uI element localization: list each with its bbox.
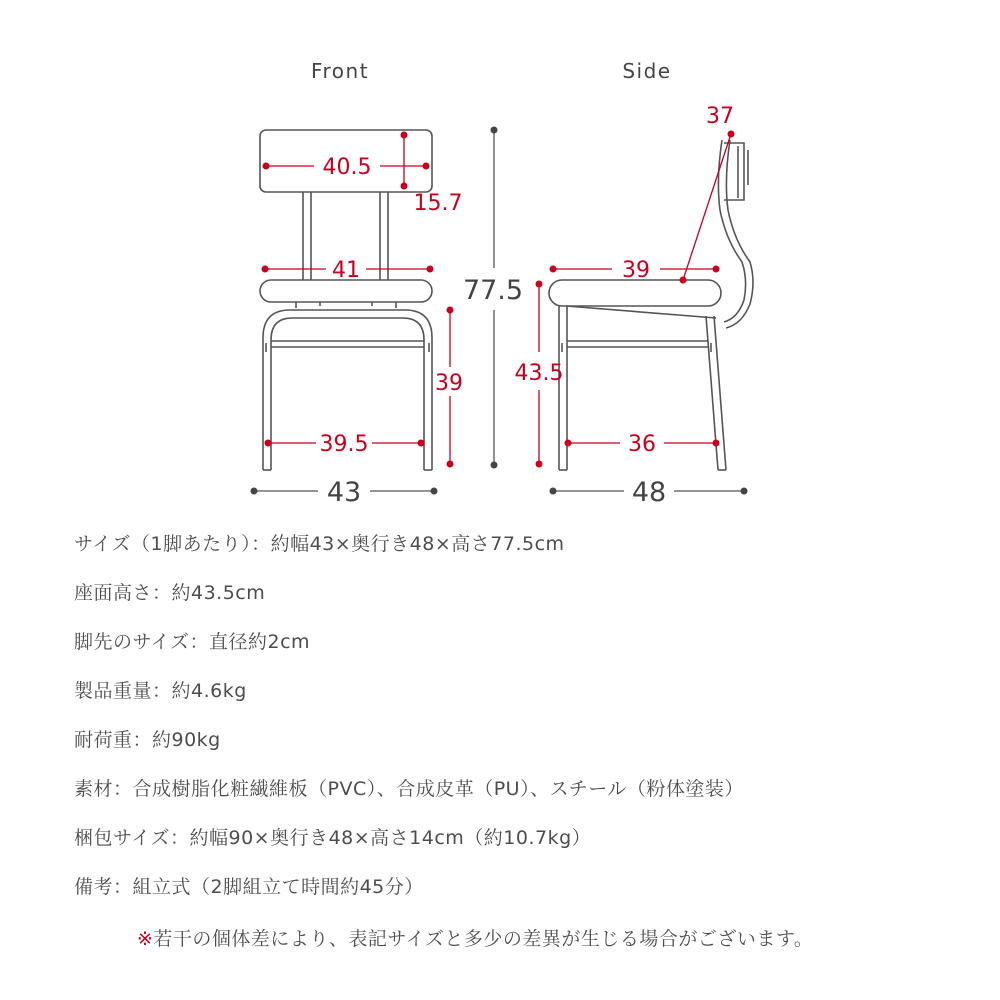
note-mark: ※ (137, 928, 154, 950)
spec-weight: 製品重量：約4.6kg (74, 680, 247, 702)
spec-load-capacity: 耐荷重：約90kg (74, 729, 221, 751)
front-chair-drawing (260, 130, 432, 470)
dim-front-back-height: 15.7 (413, 191, 463, 216)
side-view-title: Side (622, 59, 672, 83)
side-chair-drawing (549, 140, 753, 470)
dim-front-back-width: 40.5 (322, 155, 372, 180)
spec-size: サイズ（1脚あたり）：約幅43×奥行き48×高さ77.5cm (74, 533, 565, 555)
spec-material: 素材：合成樹脂化粧繊維板（PVC）、合成皮革（PU）、スチール（粉体塗装） (74, 778, 744, 800)
spec-leg-tip: 脚先のサイズ：直径約2cm (74, 631, 311, 653)
dim-side-seat-height: 43.5 (514, 361, 564, 386)
dim-front-seat-height: 39 (435, 371, 463, 396)
dim-side-leg-depth: 36 (628, 432, 656, 457)
dim-front-total-width: 43 (326, 477, 362, 508)
spec-package-size: 梱包サイズ：約幅90×奥行き48×高さ14cm（約10.7kg） (74, 827, 592, 849)
dim-side-total-depth: 48 (631, 477, 667, 508)
dim-front-seat-width: 41 (332, 258, 360, 283)
spec-remarks: 備考：組立式（2脚組立て時間約45分） (74, 876, 424, 898)
dim-total-height: 77.5 (462, 275, 524, 306)
spec-seat-height: 座面高さ：約43.5cm (74, 582, 266, 604)
dim-side-seat-depth: 39 (622, 258, 650, 283)
spec-list (74, 528, 974, 920)
disclaimer-note (137, 924, 813, 951)
dim-side-back-depth: 37 (706, 104, 734, 129)
dim-front-leg-width: 39.5 (319, 432, 369, 457)
note-text: 若干の個体差により、表記サイズと多少の差異が生じる場合がございます。 (153, 928, 814, 950)
front-view-title: Front (310, 59, 370, 83)
